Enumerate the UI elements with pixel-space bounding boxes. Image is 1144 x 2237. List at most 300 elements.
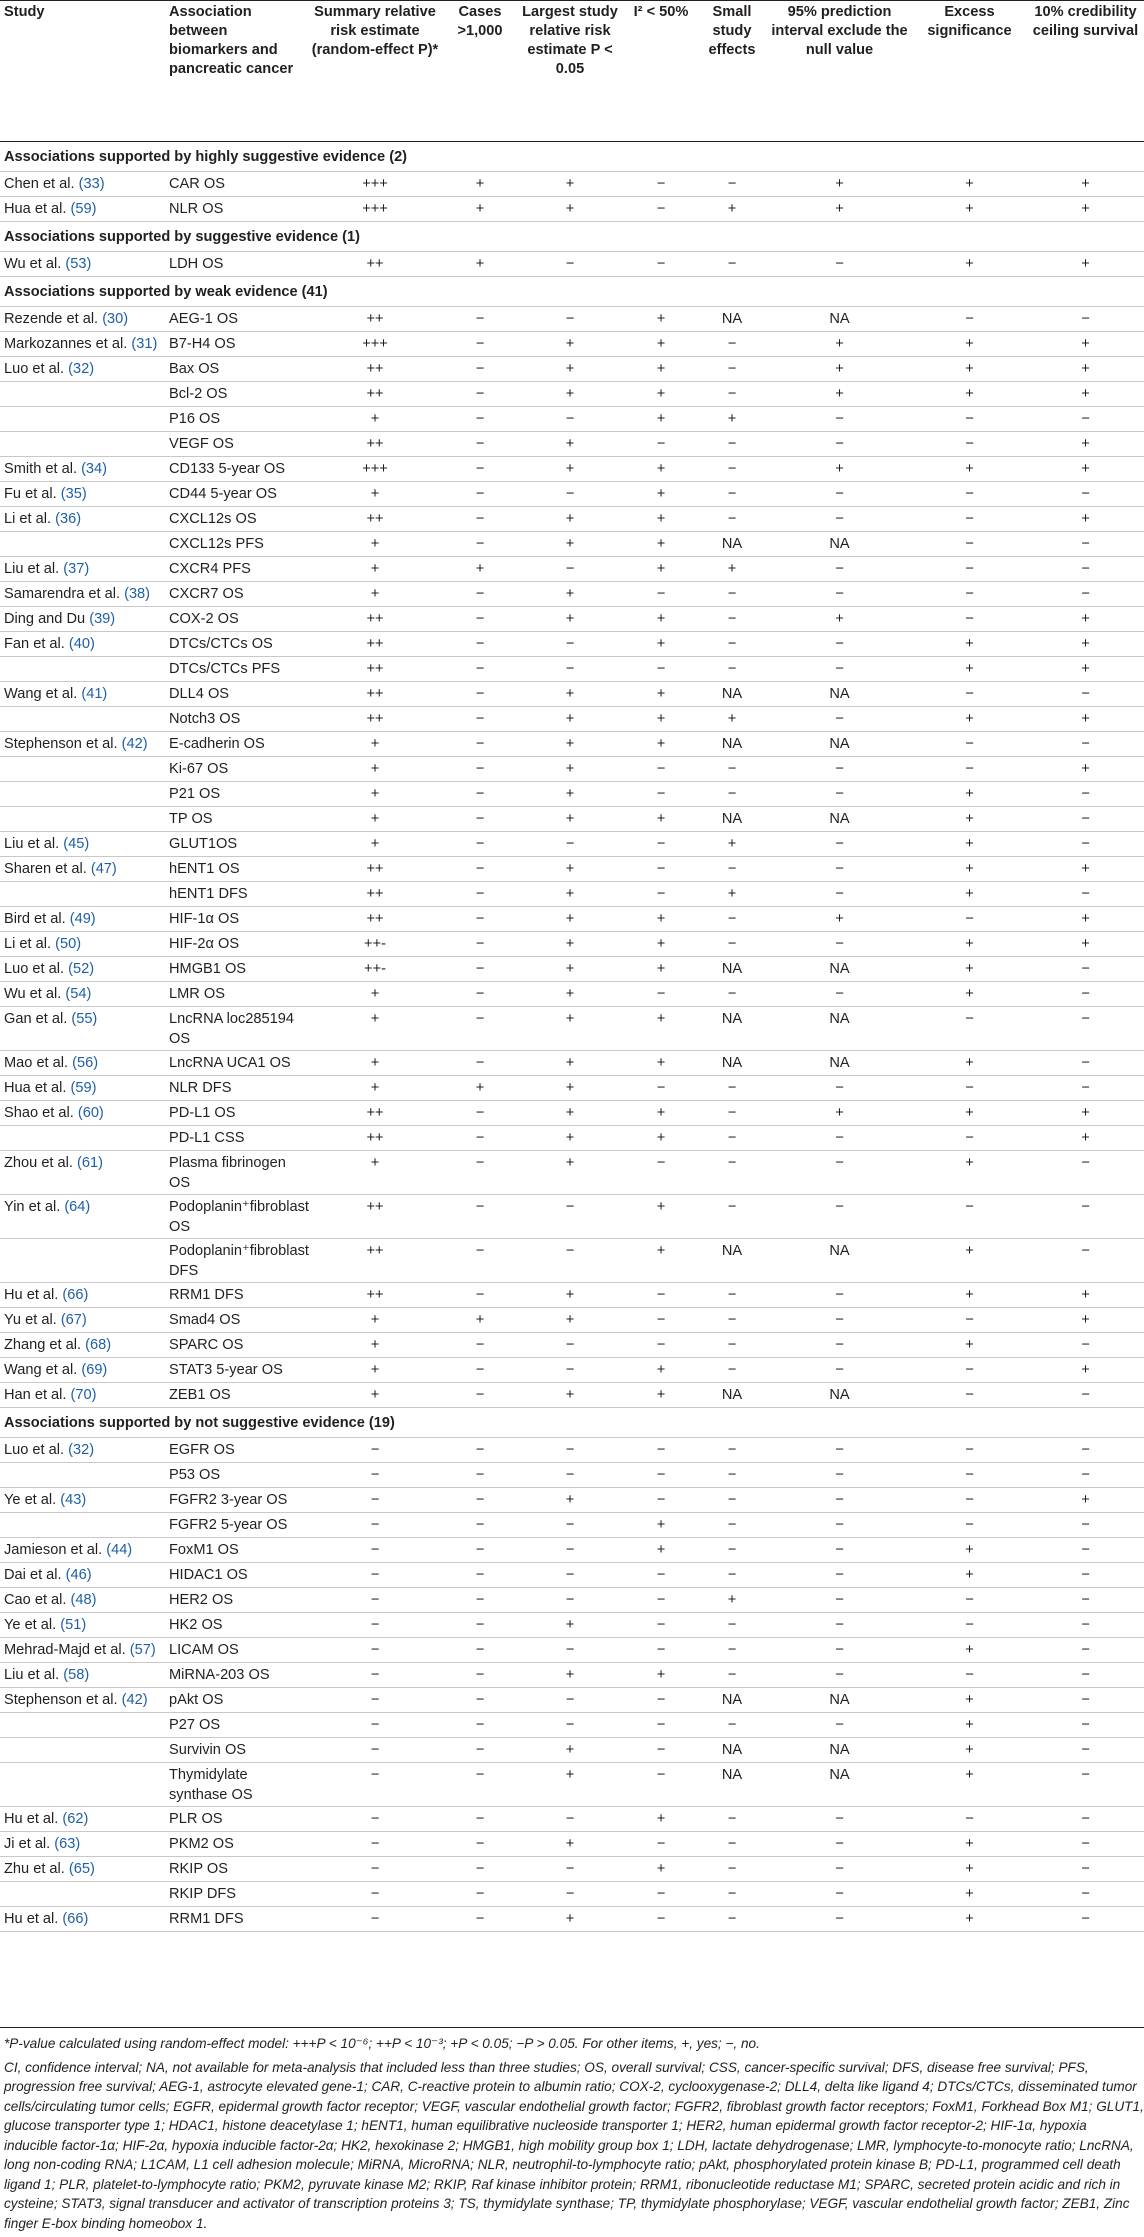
reference-link[interactable]: (61) (77, 1155, 103, 1171)
criterion-value: NA (767, 732, 912, 757)
reference-link[interactable]: (68) (85, 1337, 112, 1353)
study-cell (0, 857, 166, 882)
criterion-value: + (305, 1051, 445, 1076)
criterion-value: NA (767, 1007, 912, 1051)
reference-link[interactable]: (64) (64, 1199, 91, 1215)
header-row (0, 1, 1144, 142)
criterion-value: − (515, 482, 625, 507)
criterion-value: − (912, 1195, 1027, 1239)
association-cell: TP OS (166, 807, 305, 832)
criterion-value: − (625, 1308, 697, 1333)
reference-link[interactable]: (45) (63, 836, 90, 852)
criterion-value: − (445, 1882, 515, 1907)
reference-link[interactable]: (58) (63, 1667, 90, 1683)
association-cell: LDH OS (166, 252, 305, 277)
criterion-value: − (1027, 1832, 1144, 1857)
criterion-value: − (445, 307, 515, 332)
reference-link[interactable]: (36) (55, 511, 82, 527)
study-name: Liu et al. (4, 836, 60, 852)
criterion-value: NA (767, 1688, 912, 1713)
criterion-value: − (1027, 1688, 1144, 1713)
criterion-value: − (625, 1563, 697, 1588)
reference-link[interactable]: (31) (131, 336, 158, 352)
criterion-value: ++ (305, 682, 445, 707)
association-cell: CD44 5-year OS (166, 482, 305, 507)
reference-link[interactable]: (51) (60, 1617, 87, 1633)
reference-link[interactable]: (59) (70, 201, 97, 217)
criterion-value: − (912, 682, 1027, 707)
reference-link[interactable]: (55) (71, 1011, 98, 1027)
study-cell (0, 1283, 166, 1308)
criterion-value: − (767, 1358, 912, 1383)
criterion-value: − (912, 732, 1027, 757)
reference-link[interactable]: (54) (65, 986, 92, 1002)
association-cell: FGFR2 5-year OS (166, 1513, 305, 1538)
study-cell (0, 1438, 166, 1463)
criterion-value: + (305, 782, 445, 807)
table-row (0, 832, 1144, 857)
criterion-value: − (1027, 1333, 1144, 1358)
reference-link[interactable]: (50) (55, 936, 82, 952)
reference-link[interactable]: (47) (90, 861, 117, 877)
criterion-value: + (912, 932, 1027, 957)
criterion-value: ++ (305, 632, 445, 657)
study-name: Mao et al. (4, 1055, 69, 1071)
table-row (0, 1513, 1144, 1538)
criterion-value: NA (767, 532, 912, 557)
reference-link[interactable]: (35) (60, 486, 87, 502)
criterion-value: − (625, 1688, 697, 1713)
reference-link[interactable]: (63) (54, 1836, 81, 1852)
criterion-value: − (1027, 1857, 1144, 1882)
study-name: Shao et al. (4, 1105, 74, 1121)
footnote: *P-value calculated using random-effect model: +++P < 10⁻⁶; ++P < 10⁻³; +P < 0.05; −P > 0.05. For other items, +, yes; −, no. (4, 2036, 760, 2051)
criterion-value: + (767, 332, 912, 357)
criterion-value: − (767, 1563, 912, 1588)
criterion-value: − (1027, 1538, 1144, 1563)
criterion-value: − (697, 1463, 767, 1488)
criterion-value: + (625, 1239, 697, 1283)
study-cell (0, 632, 166, 657)
reference-link[interactable]: (42) (121, 736, 148, 752)
criterion-value: − (1027, 1763, 1144, 1807)
reference-link[interactable]: (60) (77, 1105, 104, 1121)
criterion-value: + (912, 782, 1027, 807)
criterion-value: + (1027, 757, 1144, 782)
criterion-value: − (515, 1463, 625, 1488)
criterion-value: − (1027, 1807, 1144, 1832)
reference-link[interactable]: (44) (106, 1542, 133, 1558)
criterion-value: − (767, 1538, 912, 1563)
table-row (0, 1101, 1144, 1126)
criterion-value: + (912, 857, 1027, 882)
criterion-value: ++ (305, 657, 445, 682)
criterion-value: + (515, 757, 625, 782)
criterion-value: + (515, 732, 625, 757)
criterion-value: − (1027, 557, 1144, 582)
criterion-value: − (625, 832, 697, 857)
reference-link[interactable]: (59) (70, 1080, 97, 1096)
criterion-value: − (305, 1882, 445, 1907)
criterion-value: − (767, 657, 912, 682)
criterion-value: + (625, 907, 697, 932)
criterion-value: + (625, 682, 697, 707)
criterion-value: − (445, 657, 515, 682)
reference-link[interactable]: (46) (65, 1567, 92, 1583)
criterion-value: − (1027, 1588, 1144, 1613)
reference-link[interactable]: (56) (72, 1055, 99, 1071)
criterion-value: − (305, 1763, 445, 1807)
criterion-value: − (445, 1713, 515, 1738)
association-cell: HER2 OS (166, 1588, 305, 1613)
criterion-value: − (445, 1333, 515, 1358)
study-cell (0, 832, 166, 857)
criterion-value: − (697, 1283, 767, 1308)
table-row (0, 1463, 1144, 1488)
criterion-value: + (445, 1076, 515, 1101)
study-cell (0, 357, 166, 382)
criterion-value: + (1027, 907, 1144, 932)
criterion-value: − (697, 1713, 767, 1738)
reference-link[interactable]: (52) (68, 961, 95, 977)
study-cell (0, 1333, 166, 1358)
table-row (0, 657, 1144, 682)
criterion-value: − (697, 1151, 767, 1195)
criterion-value: − (445, 1832, 515, 1857)
study-cell (0, 657, 166, 682)
criterion-value: NA (697, 1763, 767, 1807)
criterion-value: − (767, 1638, 912, 1663)
reference-link[interactable]: (42) (121, 1692, 148, 1708)
column-header: Small study effects (697, 1, 767, 142)
association-cell: Podoplanin⁺fibroblast DFS (166, 1239, 305, 1283)
study-cell (0, 1358, 166, 1383)
criterion-value: − (445, 582, 515, 607)
criterion-value: − (912, 907, 1027, 932)
study-cell (0, 1308, 166, 1333)
criterion-value: − (625, 1463, 697, 1488)
criterion-value: − (625, 1613, 697, 1638)
table-row (0, 707, 1144, 732)
criterion-value: + (697, 707, 767, 732)
criterion-value: + (767, 357, 912, 382)
criterion-value: − (912, 407, 1027, 432)
study-cell (0, 1882, 166, 1907)
criterion-value: + (515, 1907, 625, 1932)
criterion-value: − (767, 1283, 912, 1308)
criterion-value: − (1027, 807, 1144, 832)
criterion-value: − (445, 1738, 515, 1763)
criterion-value: − (445, 782, 515, 807)
criterion-value: − (767, 982, 912, 1007)
criterion-value: + (305, 407, 445, 432)
criterion-value: − (445, 757, 515, 782)
criterion-value: − (1027, 1151, 1144, 1195)
criterion-value: ++ (305, 1126, 445, 1151)
criterion-value: − (767, 1126, 912, 1151)
reference-link[interactable]: (57) (129, 1642, 156, 1658)
criterion-value: − (767, 557, 912, 582)
criterion-value: − (697, 507, 767, 532)
table-row (0, 807, 1144, 832)
criterion-value: + (625, 407, 697, 432)
study-cell (0, 607, 166, 632)
criterion-value: − (767, 882, 912, 907)
criterion-value: − (625, 1076, 697, 1101)
study-name: Chen et al. (4, 176, 75, 192)
reference-link[interactable]: (67) (60, 1312, 87, 1328)
criterion-value: − (697, 1308, 767, 1333)
study-cell (0, 1832, 166, 1857)
table-row (0, 507, 1144, 532)
study-cell (0, 332, 166, 357)
criterion-value: − (515, 657, 625, 682)
reference-link[interactable]: (40) (68, 636, 95, 652)
criterion-value: + (697, 407, 767, 432)
criterion-value: − (625, 1151, 697, 1195)
criterion-value: − (697, 907, 767, 932)
criterion-value: + (625, 357, 697, 382)
criterion-value: − (1027, 1513, 1144, 1538)
criterion-value: − (697, 982, 767, 1007)
criterion-value: + (515, 1076, 625, 1101)
criterion-value: − (445, 932, 515, 957)
criterion-value: + (515, 1283, 625, 1308)
criterion-value: + (515, 432, 625, 457)
criterion-value: NA (697, 1688, 767, 1713)
criterion-value: − (515, 632, 625, 657)
association-cell: DTCs/CTCs PFS (166, 657, 305, 682)
criterion-value: − (1027, 732, 1144, 757)
criterion-value: NA (767, 1738, 912, 1763)
association-cell: EGFR OS (166, 1438, 305, 1463)
criterion-value: − (912, 582, 1027, 607)
study-cell (0, 1857, 166, 1882)
criterion-value: + (305, 532, 445, 557)
criterion-value: − (767, 1488, 912, 1513)
criterion-value: − (445, 707, 515, 732)
criterion-value: − (767, 857, 912, 882)
study-cell (0, 1688, 166, 1713)
criterion-value: − (305, 1807, 445, 1832)
association-cell: P53 OS (166, 1463, 305, 1488)
study-name: Liu et al. (4, 1667, 60, 1683)
criterion-value: − (305, 1688, 445, 1713)
reference-link[interactable]: (65) (68, 1861, 95, 1877)
table-row (0, 1613, 1144, 1638)
column-header: 10% credibility ceiling survival (1027, 1, 1144, 142)
reference-link[interactable]: (32) (68, 361, 95, 377)
criterion-value: − (515, 252, 625, 277)
criterion-value: + (912, 1283, 1027, 1308)
criterion-value: − (445, 1588, 515, 1613)
criterion-value: − (697, 172, 767, 197)
table-row (0, 1151, 1144, 1195)
reference-link[interactable]: (39) (89, 611, 116, 627)
table-row (0, 1882, 1144, 1907)
table-row (0, 1538, 1144, 1563)
criterion-value: +++ (305, 197, 445, 222)
criterion-value: + (625, 607, 697, 632)
table-row (0, 457, 1144, 482)
criterion-value: − (697, 1488, 767, 1513)
study-name: Zhou et al. (4, 1155, 73, 1171)
criterion-value: − (697, 457, 767, 482)
criterion-value: − (305, 1832, 445, 1857)
criterion-value: − (625, 882, 697, 907)
criterion-value: − (767, 932, 912, 957)
criterion-value: − (625, 1713, 697, 1738)
study-name: Luo et al. (4, 1442, 65, 1458)
criterion-value: + (515, 1151, 625, 1195)
criterion-value: + (625, 1101, 697, 1126)
criterion-value: − (515, 1588, 625, 1613)
criterion-value: + (515, 707, 625, 732)
criterion-value: + (625, 482, 697, 507)
criterion-value: − (912, 432, 1027, 457)
reference-link[interactable]: (66) (62, 1287, 89, 1303)
association-cell: Smad4 OS (166, 1308, 305, 1333)
study-name: Han et al. (4, 1387, 67, 1403)
criterion-value: − (445, 882, 515, 907)
study-cell (0, 1239, 166, 1283)
study-cell (0, 732, 166, 757)
criterion-value: − (1027, 1663, 1144, 1688)
criterion-value: + (445, 197, 515, 222)
criterion-value: − (445, 1638, 515, 1663)
column-header: Largest study relative risk estimate P < 0.05 (515, 1, 625, 142)
criterion-value: − (515, 1195, 625, 1239)
table-row (0, 982, 1144, 1007)
criterion-value: + (625, 1807, 697, 1832)
reference-link[interactable]: (62) (62, 1811, 89, 1827)
criterion-value: + (912, 1333, 1027, 1358)
criterion-value: − (697, 1663, 767, 1688)
column-header: Association between biomarkers and pancreatic cancer (166, 1, 305, 142)
association-cell: Ki-67 OS (166, 757, 305, 782)
criterion-value: − (912, 482, 1027, 507)
criterion-value: + (515, 782, 625, 807)
reference-link[interactable]: (38) (124, 586, 151, 602)
study-cell (0, 582, 166, 607)
criterion-value: − (305, 1513, 445, 1538)
criterion-value: − (515, 1563, 625, 1588)
association-cell: CAR OS (166, 172, 305, 197)
study-name: Wu et al. (4, 986, 62, 1002)
criterion-value: + (305, 1358, 445, 1383)
criterion-value: − (515, 1713, 625, 1738)
association-cell: hENT1 DFS (166, 882, 305, 907)
reference-link[interactable]: (41) (81, 686, 108, 702)
reference-link[interactable]: (33) (78, 176, 105, 192)
criterion-value: NA (697, 1738, 767, 1763)
criterion-value: − (767, 1832, 912, 1857)
reference-link[interactable]: (30) (102, 311, 129, 327)
association-cell: HIF-1α OS (166, 907, 305, 932)
criterion-value: − (1027, 957, 1144, 982)
criterion-value: − (1027, 1007, 1144, 1051)
criterion-value: − (445, 1907, 515, 1932)
reference-link[interactable]: (32) (68, 1442, 95, 1458)
criterion-value: − (1027, 1438, 1144, 1463)
criterion-value: − (445, 507, 515, 532)
study-name: Zhu et al. (4, 1861, 65, 1877)
criterion-value: − (767, 1907, 912, 1932)
reference-link[interactable]: (66) (62, 1911, 89, 1927)
study-name: Ye et al. (4, 1492, 57, 1508)
criterion-value: NA (697, 957, 767, 982)
reference-link[interactable]: (43) (60, 1492, 87, 1508)
criterion-value: + (912, 197, 1027, 222)
criterion-value: ++ (305, 357, 445, 382)
criterion-value: − (767, 1588, 912, 1613)
criterion-value: + (625, 707, 697, 732)
criterion-value: − (767, 1438, 912, 1463)
study-cell (0, 1463, 166, 1488)
criterion-value: − (305, 1538, 445, 1563)
criterion-value: − (697, 857, 767, 882)
criterion-value: − (625, 1882, 697, 1907)
association-cell: Plasma fibrinogen OS (166, 1151, 305, 1195)
reference-link[interactable]: (70) (70, 1387, 97, 1403)
table-row (0, 1907, 1144, 1932)
reference-link[interactable]: (48) (70, 1592, 97, 1608)
study-cell (0, 382, 166, 407)
study-name: Wu et al. (4, 256, 62, 272)
criterion-value: + (912, 1713, 1027, 1738)
criterion-value: − (1027, 1907, 1144, 1932)
criterion-value: + (912, 1907, 1027, 1932)
reference-link[interactable]: (53) (65, 256, 92, 272)
table-row (0, 1807, 1144, 1832)
criterion-value: − (445, 1126, 515, 1151)
criterion-value: − (912, 607, 1027, 632)
table-row (0, 1308, 1144, 1333)
criterion-value: ++ (305, 1283, 445, 1308)
section-header-row (0, 222, 1144, 252)
table-row (0, 407, 1144, 432)
association-cell: PD-L1 OS (166, 1101, 305, 1126)
study-name: Hu et al. (4, 1911, 59, 1927)
section-header-row (0, 142, 1144, 172)
criterion-value: + (625, 1663, 697, 1688)
criterion-value: + (912, 1738, 1027, 1763)
criterion-value: − (445, 1688, 515, 1713)
criterion-value: +++ (305, 172, 445, 197)
reference-link[interactable]: (34) (81, 461, 108, 477)
reference-link[interactable]: (69) (81, 1362, 108, 1378)
association-cell: Bax OS (166, 357, 305, 382)
criterion-value: − (1027, 482, 1144, 507)
reference-link[interactable]: (49) (69, 911, 96, 927)
criterion-value: NA (767, 957, 912, 982)
criterion-value: + (1027, 1101, 1144, 1126)
criterion-value: + (1027, 507, 1144, 532)
table-row (0, 932, 1144, 957)
criterion-value: − (697, 932, 767, 957)
study-name: Ji et al. (4, 1836, 51, 1852)
reference-link[interactable]: (37) (63, 561, 90, 577)
criterion-value: − (1027, 1613, 1144, 1638)
criterion-value: + (912, 1857, 1027, 1882)
study-name: Mehrad-Majd et al. (4, 1642, 126, 1658)
criterion-value: + (515, 382, 625, 407)
criterion-value: + (912, 1763, 1027, 1807)
criterion-value: − (445, 1613, 515, 1638)
criterion-value: + (445, 557, 515, 582)
criterion-value: + (1027, 1308, 1144, 1333)
criterion-value: − (1027, 1463, 1144, 1488)
